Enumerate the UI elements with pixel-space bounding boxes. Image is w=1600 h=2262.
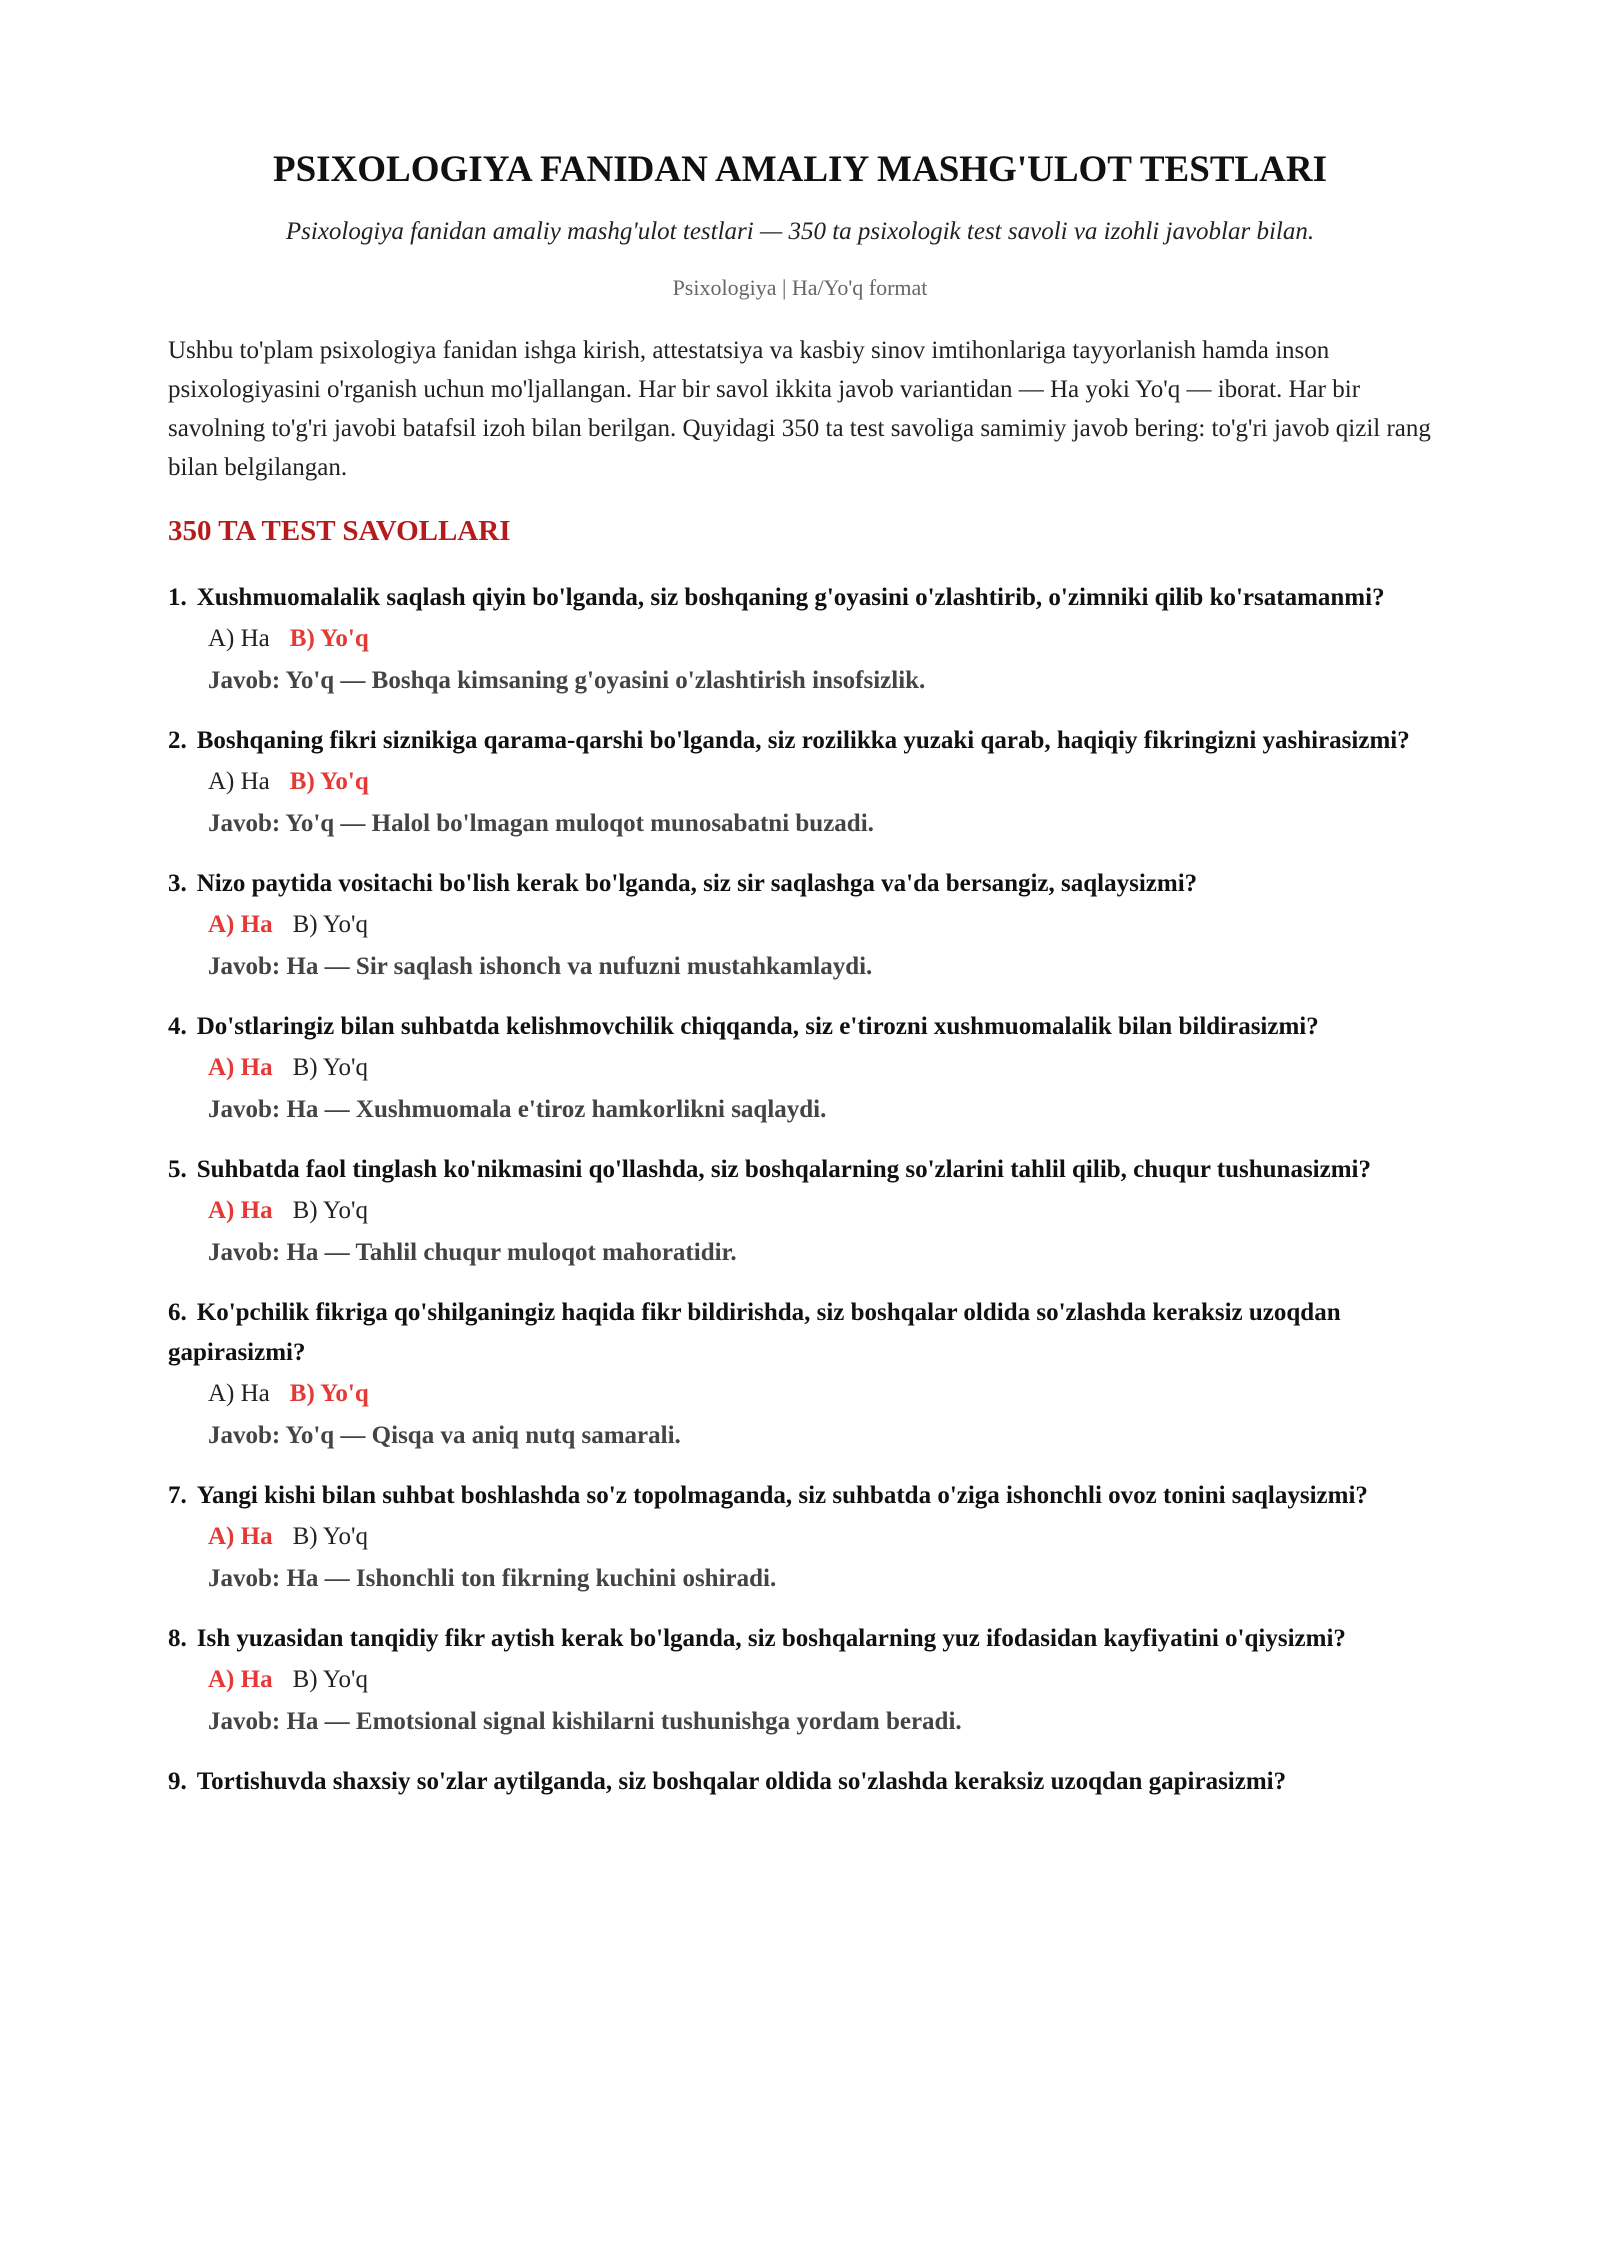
section-heading: 350 TA TEST SAVOLLARI <box>168 514 511 547</box>
option-b: B) Yo'q <box>292 1196 368 1224</box>
question-body: Suhbatda faol tinglash ko'nikmasini qo'llashda, siz boshqalarning so'zlarini tahlil qilib, chuqur tushunasizmi? <box>196 1155 1371 1183</box>
question-item <box>168 864 1432 988</box>
option-b-correct: B) Yo'q <box>289 624 369 652</box>
options-row <box>168 761 1432 803</box>
answer-explanation: Javob: Ha — Emotsional signal kishilarni tushunishga yordam beradi. <box>208 1707 962 1735</box>
option-a-correct: A) Ha <box>208 1522 273 1550</box>
options-row <box>168 904 1432 946</box>
answer-explanation: Javob: Ha — Tahlil chuqur muloqot mahoratidir. <box>208 1238 737 1266</box>
question-item <box>168 1619 1432 1743</box>
options-row <box>168 1373 1432 1415</box>
option-b-correct: B) Yo'q <box>289 767 369 795</box>
option-a-correct: A) Ha <box>208 1053 273 1081</box>
document-title: PSIXOLOGIYA FANIDAN AMALIY MASHG'ULOT TESTLARI <box>272 149 1328 190</box>
option-a-correct: A) Ha <box>208 1665 273 1693</box>
options-row <box>168 1047 1432 1089</box>
question-body: Ish yuzasidan tanqidiy fikr aytish kerak bo'lganda, siz boshqalarning yuz ifodasidan kayfiyatini o'qiysizmi? <box>196 1624 1346 1652</box>
answer-explanation: Javob: Ha — Ishonchli ton fikrning kuchini oshiradi. <box>208 1564 777 1592</box>
question-item <box>168 1007 1432 1131</box>
question-text <box>168 1007 1432 1047</box>
question-body: Ko'pchilik fikriga qo'shilganingiz haqida fikr bildirishda, siz boshqalar oldida so'zlashda keraksiz uzoqdan gapirasizmi? <box>168 1298 1341 1366</box>
question-body: Xushmuomalalik saqlash qiyin bo'lganda, siz boshqaning g'oyasini o'zlashtirib, o'zimniki qilib ko'rsatamanmi? <box>196 583 1385 611</box>
question-number: 1. <box>168 583 187 611</box>
question-item <box>168 578 1432 702</box>
question-list <box>168 578 1432 1802</box>
option-a: A) Ha <box>208 1379 270 1407</box>
question-number: 6. <box>168 1298 187 1326</box>
question-item <box>168 721 1432 845</box>
question-text <box>168 1293 1432 1373</box>
option-b-correct: B) Yo'q <box>289 1379 369 1407</box>
question-number: 2. <box>168 726 187 754</box>
intro-paragraph: Ushbu to'plam psixologiya fanidan ishga kirish, attestatsiya va kasbiy sinov imtihonlariga tayyorlanish hamda inson psixologiyasini o'rganish uchun mo'ljallangan. Har bir savol ikkita javob variantidan — Ha yoki Yo'q — iborat. Har bir savolning to'g'ri javobi batafsil izoh bilan berilgan. Quyidagi 350 ta test savoliga samimiy javob bering: to'g'ri javob qizil rang bilan belgilangan. <box>168 336 1431 481</box>
question-number: 7. <box>168 1481 187 1509</box>
document-meta: Psixologiya | Ha/Yo'q format <box>672 274 928 300</box>
question-body: Tortishuvda shaxsiy so'zlar aytilganda, siz boshqalar oldida so'zlashda keraksiz uzoqdan gapirasizmi? <box>196 1767 1287 1795</box>
option-b: B) Yo'q <box>292 910 368 938</box>
document-subtitle: Psixologiya fanidan amaliy mashg'ulot testlari — 350 ta psixologik test savoli va izohli javoblar bilan. <box>285 218 1315 246</box>
answer-explanation: Javob: Yo'q — Boshqa kimsaning g'oyasini o'zlashtirish insofsizlik. <box>208 666 926 694</box>
question-body: Do'stlaringiz bilan suhbatda kelishmovchilik chiqqanda, siz e'tirozni xushmuomalalik bilan bildirasizmi? <box>196 1012 1319 1040</box>
question-number: 9. <box>168 1767 187 1795</box>
options-row <box>168 618 1432 660</box>
question-body: Yangi kishi bilan suhbat boshlashda so'z topolmaganda, siz suhbatda o'ziga ishonchli ovoz tonini saqlaysizmi? <box>196 1481 1368 1509</box>
question-item <box>168 1150 1432 1274</box>
options-row <box>168 1659 1432 1701</box>
question-text <box>168 1476 1432 1516</box>
question-item <box>168 1476 1432 1600</box>
option-a: A) Ha <box>208 624 270 652</box>
question-number: 5. <box>168 1155 187 1183</box>
question-text <box>168 578 1432 618</box>
question-text <box>168 721 1432 761</box>
question-body: Nizo paytida vositachi bo'lish kerak bo'lganda, siz sir saqlashga va'da bersangiz, saqlaysizmi? <box>196 869 1198 897</box>
answer-explanation: Javob: Yo'q — Qisqa va aniq nutq samarali. <box>208 1421 681 1449</box>
question-number: 8. <box>168 1624 187 1652</box>
question-number: 3. <box>168 869 187 897</box>
question-number: 4. <box>168 1012 187 1040</box>
option-a-correct: A) Ha <box>208 1196 273 1224</box>
question-text <box>168 1150 1432 1190</box>
answer-explanation: Javob: Ha — Sir saqlash ishonch va nufuzni mustahkamlaydi. <box>208 952 873 980</box>
option-a: A) Ha <box>208 767 270 795</box>
question-text <box>168 1762 1432 1802</box>
option-a-correct: A) Ha <box>208 910 273 938</box>
options-row <box>168 1516 1432 1558</box>
option-b: B) Yo'q <box>292 1665 368 1693</box>
question-item <box>168 1762 1432 1802</box>
question-item <box>168 1293 1432 1457</box>
answer-explanation: Javob: Yo'q — Halol bo'lmagan muloqot munosabatni buzadi. <box>208 809 874 837</box>
option-b: B) Yo'q <box>292 1053 368 1081</box>
question-text <box>168 864 1432 904</box>
question-body: Boshqaning fikri siznikiga qarama-qarshi bo'lganda, siz rozilikka yuzaki qarab, haqiqiy fikringizni yashirasizmi? <box>196 726 1410 754</box>
option-b: B) Yo'q <box>292 1522 368 1550</box>
question-text <box>168 1619 1432 1659</box>
answer-explanation: Javob: Ha — Xushmuomala e'tiroz hamkorlikni saqlaydi. <box>208 1095 827 1123</box>
options-row <box>168 1190 1432 1232</box>
